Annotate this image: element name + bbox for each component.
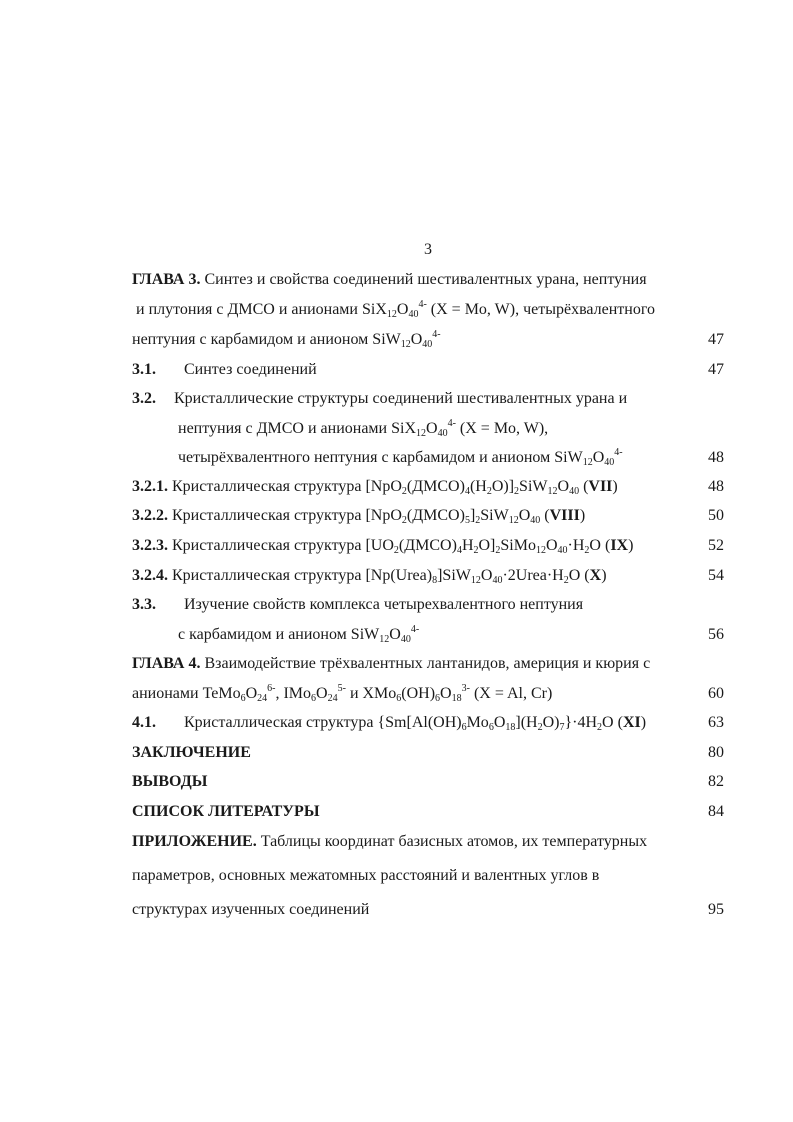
toc-appendix-line1: ПРИЛОЖЕНИЕ. Таблицы координат базисных атомов, их температурных bbox=[132, 833, 648, 850]
toc-page-3-2-3: 52 bbox=[708, 537, 724, 554]
toc-page-3-2-2: 50 bbox=[708, 507, 724, 524]
toc-chapter-3-line3: нептуния с карбамидом и анионом $SiW_{12}O_{40}^{4-}$ bbox=[132, 329, 441, 350]
toc-chapter-3-line2: и плутония с ДМСО и анионами $SiX_{12}O_{40}^{4-}$ (X = Mo, W), четырёхвалентного bbox=[136, 299, 656, 320]
toc-chapter-3-line1: ГЛАВА 3. Синтез и свойства соединений шестивалентных урана, нептуния bbox=[132, 271, 647, 288]
toc-section-3-1: 3.1. Синтез соединений bbox=[132, 361, 317, 378]
toc-appendix-line2: параметров, основных межатомных расстояний и валентных углов в bbox=[132, 867, 600, 884]
toc-page-findings: 82 bbox=[708, 773, 724, 790]
toc-section-3-3-line1: 3.3. Изучение свойств комплекса четырехвалентного нептуния bbox=[132, 596, 584, 613]
toc-references: СПИСОК ЛИТЕРАТУРЫ bbox=[132, 803, 320, 820]
toc-section-3-3-line2: с карбамидом и анионом $SiW_{12}O_{40}^{4-}$ bbox=[178, 624, 420, 645]
toc-page-3-3: 56 bbox=[708, 626, 724, 643]
toc-page-3-2-4: 54 bbox=[708, 567, 724, 584]
toc-page-ch4: 60 bbox=[708, 685, 724, 702]
toc-appendix-line3: структурах изученных соединений bbox=[132, 901, 370, 918]
toc-conclusion: ЗАКЛЮЧЕНИЕ bbox=[132, 744, 251, 761]
toc-page-3-2-1: 48 bbox=[708, 478, 724, 495]
toc-page-3-1: 47 bbox=[708, 361, 724, 378]
chapter-3-label: ГЛАВА 3. bbox=[132, 271, 201, 288]
toc-page-conclusion: 80 bbox=[708, 744, 724, 761]
toc-section-3-2-4: 3.2.4. Кристаллическая структура $[Np(Urea)_8]SiW_{12}O_{40}\cdot 2Urea\cdot H_2O$ (X) bbox=[132, 567, 607, 586]
toc-chapter-4-line2: анионами $TeMo_6O_{24}^{6-}$, $IMo_6O_{24}^{5-}$ и $XMo_6(OH)_6O_{18}^{3-}$ (X = Al, Cr) bbox=[132, 683, 553, 704]
toc-section-3-2-3: 3.2.3. Кристаллическая структура $[UO_2(ДМСО)_4H_2O]_2SiMo_{12}O_{40}\cdot H_2O$ (IX) bbox=[132, 537, 634, 556]
toc-section-3-2-1: 3.2.1. Кристаллическая структура $[NpO_2(ДМСО)_4(H_2O)]_2SiW_{12}O_{40}$ (VII) bbox=[132, 478, 618, 497]
toc-findings: ВЫВОДЫ bbox=[132, 773, 208, 790]
toc-section-3-2-line2: нептуния с ДМСО и анионами $SiX_{12}O_{40}^{4-}$ (X = Mo, W), bbox=[178, 418, 549, 439]
toc-page-references: 84 bbox=[708, 803, 724, 820]
toc-section-3-2-2: 3.2.2. Кристаллическая структура $[NpO_2(ДМСО)_5]_2SiW_{12}O_{40}$ (VIII) bbox=[132, 507, 586, 526]
toc-page-3-2: 48 bbox=[708, 449, 724, 466]
page-number: 3 bbox=[424, 241, 432, 258]
toc-page-appendix: 95 bbox=[708, 901, 724, 918]
toc-section-4-1: 4.1. Кристаллическая структура $\{Sm[Al(OH)_6Mo_6O_{18}](H_2O)_7\}\cdot 4H_2O$ (XI) bbox=[132, 714, 647, 733]
chapter-4-label: ГЛАВА 4. bbox=[132, 655, 201, 672]
toc-page-4-1: 63 bbox=[708, 714, 724, 731]
toc-page-ch3: 47 bbox=[708, 331, 724, 348]
toc-chapter-4-line1: ГЛАВА 4. Взаимодействие трёхвалентных лантанидов, америция и кюрия с bbox=[132, 655, 651, 672]
toc-section-3-2-line1: 3.2. Кристаллические структуры соединений шестивалентных урана и bbox=[132, 390, 628, 407]
toc-section-3-2-line3: четырёхвалентного нептуния с карбамидом и анионом $SiW_{12}O_{40}^{4-}$ bbox=[178, 447, 623, 468]
